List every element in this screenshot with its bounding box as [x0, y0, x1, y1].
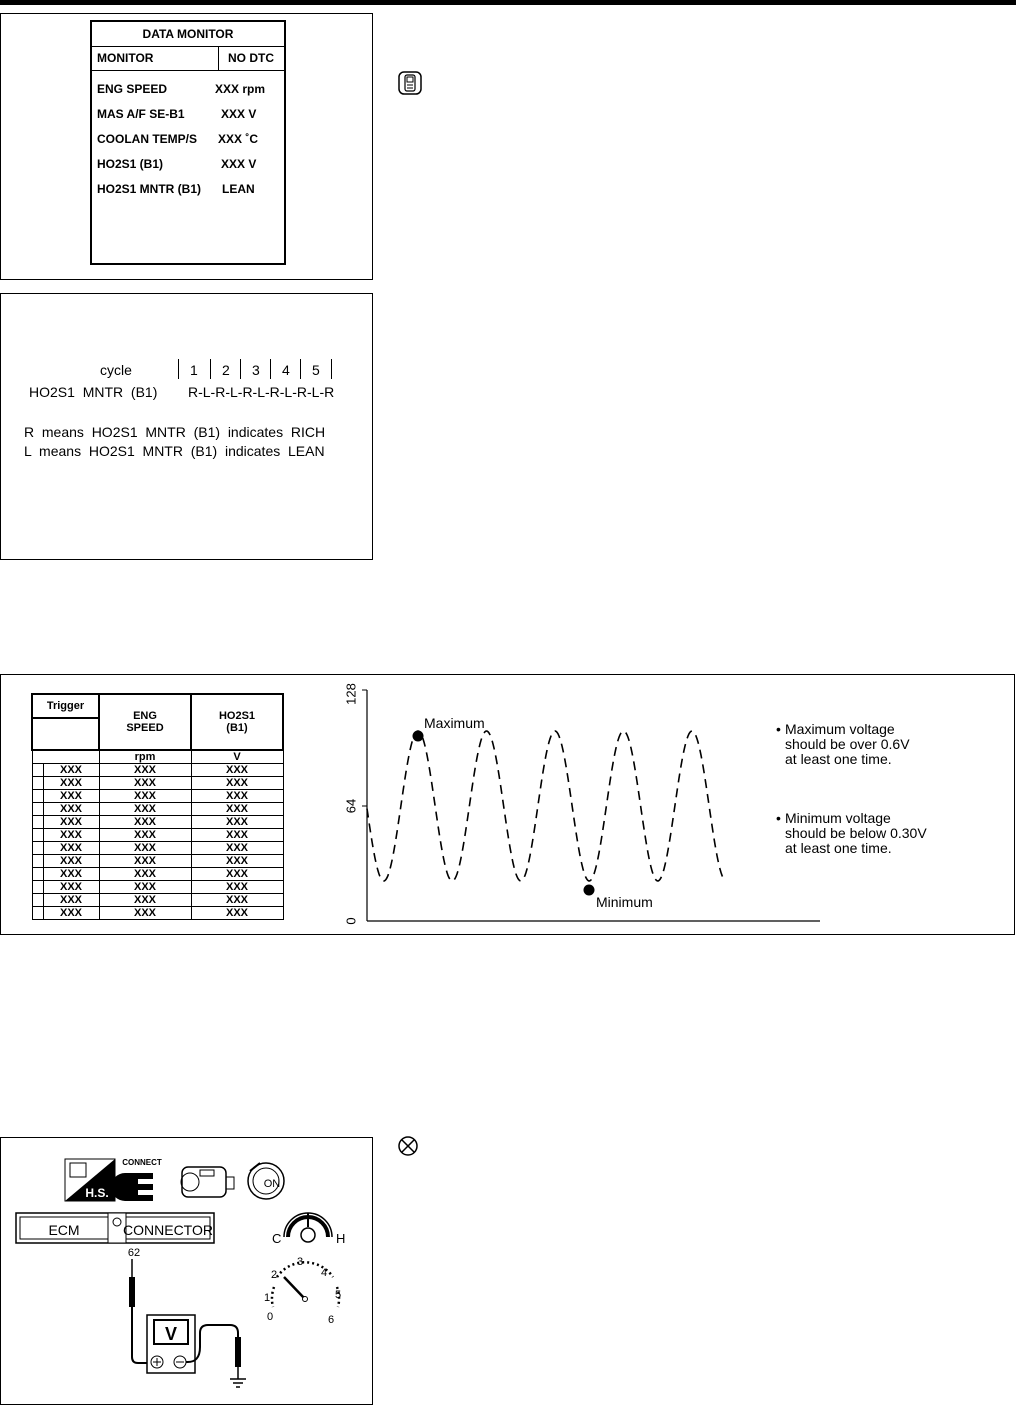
- monitor-header: MONITOR: [97, 51, 154, 65]
- trigger-cell: XXX: [43, 816, 99, 829]
- eng-speed-cell: XXX: [99, 855, 191, 868]
- monitor-row: [97, 132, 282, 148]
- eng-speed-cell: XXX: [99, 764, 191, 777]
- data-monitor-header: [92, 46, 284, 71]
- ecm-label: ECM: [48, 1222, 80, 1238]
- note-line: Maximum voltage: [785, 721, 895, 737]
- trigger-cell: XXX: [43, 881, 99, 894]
- tach-needle: [284, 1277, 305, 1299]
- terminal-number: 62: [127, 1247, 141, 1259]
- row-name: HO2S1 MNTR (B1): [97, 182, 202, 196]
- ho2s1-cell: XXX: [191, 907, 283, 920]
- trigger-cell: XXX: [43, 907, 99, 920]
- ignition-on-icon: [248, 1163, 284, 1199]
- table-row: [32, 777, 283, 790]
- table-row: [32, 894, 283, 907]
- ignition-off-icon: [397, 1135, 419, 1157]
- note-line: should be below 0.30V: [785, 825, 927, 841]
- lean-description: L means HO2S1 MNTR (B1) indicates LEAN: [24, 443, 325, 459]
- unit-blank: [32, 750, 99, 764]
- row-value: XXX rpm: [215, 82, 266, 96]
- row-marker: [32, 881, 43, 894]
- temp-cold-label: C: [272, 1231, 282, 1246]
- row-marker: [32, 907, 43, 920]
- y-tick-label: 128: [343, 683, 359, 705]
- ecm-wiring-diagram: [0, 1137, 373, 1405]
- minimum-label: Minimum: [596, 894, 653, 910]
- voltmeter-label: V: [164, 1324, 178, 1344]
- table-row: [32, 816, 283, 829]
- table-row: [32, 790, 283, 803]
- tach-tick-label: 5: [334, 1289, 342, 1301]
- trigger-cell: XXX: [43, 829, 99, 842]
- eng-speed-header: ENG SPEED: [99, 694, 191, 750]
- row-marker: [32, 855, 43, 868]
- y-tick-label: 0: [343, 917, 359, 925]
- trigger-cell: XXX: [43, 868, 99, 881]
- eng-speed-cell: XXX: [99, 894, 191, 907]
- cycle-number: 1: [190, 362, 198, 378]
- note-line: at least one time.: [785, 840, 892, 856]
- eng-speed-cell: XXX: [99, 777, 191, 790]
- table-row: [32, 881, 283, 894]
- tach-tick-label: 4: [320, 1267, 328, 1279]
- monitor-row: [97, 107, 282, 123]
- max-voltage-note: [776, 721, 910, 767]
- ho2s1-cell: XXX: [191, 790, 283, 803]
- maximum-point: [413, 731, 424, 742]
- unit-volt: V: [191, 750, 283, 764]
- ho2s1-cell: XXX: [191, 881, 283, 894]
- table-row: [32, 803, 283, 816]
- unit-rpm: rpm: [99, 750, 191, 764]
- row-value: XXX V: [221, 157, 257, 171]
- cycle-number: 5: [312, 362, 320, 378]
- row-value: XXX ˚C: [218, 132, 259, 146]
- row-marker: [32, 868, 43, 881]
- tach-tick-label: 2: [270, 1269, 278, 1281]
- row-marker: [32, 777, 43, 790]
- row-marker: [32, 894, 43, 907]
- eng-speed-cell: XXX: [99, 829, 191, 842]
- note-line: Minimum voltage: [785, 810, 891, 826]
- sequence-label: HO2S1 MNTR (B1): [29, 384, 158, 400]
- cycle-numbers: [178, 359, 338, 381]
- maximum-label: Maximum: [424, 715, 485, 731]
- row-marker: [32, 764, 43, 777]
- table-row: [32, 855, 283, 868]
- row-marker: [32, 829, 43, 842]
- note-line: should be over 0.6V: [785, 736, 910, 752]
- table-row: [32, 907, 283, 920]
- eng-speed-cell: XXX: [99, 868, 191, 881]
- ho2s1-cell: XXX: [191, 764, 283, 777]
- negative-probe: [235, 1337, 241, 1367]
- ho2s1-cell: XXX: [191, 868, 283, 881]
- cycle-number: 2: [222, 362, 230, 378]
- trigger-header: Trigger: [32, 694, 99, 718]
- row-name: MAS A/F SE-B1: [97, 107, 185, 121]
- voltage-series-line: [367, 731, 725, 881]
- trigger-blank: [32, 718, 99, 750]
- ho2s1-cell: XXX: [191, 855, 283, 868]
- monitor-row: [97, 82, 282, 98]
- row-name: ENG SPEED: [97, 82, 168, 96]
- header-divider: [218, 46, 219, 70]
- rich-description: R means HO2S1 MNTR (B1) indicates RICH: [24, 424, 326, 440]
- temp-hot-label: H: [336, 1231, 346, 1246]
- hs-label: H.S.: [85, 1186, 109, 1200]
- cycle-label: cycle: [100, 362, 132, 378]
- positive-probe: [129, 1277, 135, 1307]
- row-value: XXX V: [221, 107, 257, 121]
- eng-speed-cell: XXX: [99, 842, 191, 855]
- disconnect-connector-icon: [111, 1158, 162, 1201]
- ho2s1-cell: XXX: [191, 829, 283, 842]
- ho2s1-cell: XXX: [191, 777, 283, 790]
- eng-speed-cell: XXX: [99, 881, 191, 894]
- y-tick-label: 64: [343, 798, 359, 814]
- row-marker: [32, 816, 43, 829]
- monitor-row: [97, 157, 282, 173]
- tach-tick-label: 0: [266, 1311, 274, 1323]
- cycle-number: 4: [282, 362, 290, 378]
- sequence-value: R-L-R-L-R-L-R-L-R-L-R: [188, 384, 335, 400]
- tach-tick-label: 1: [263, 1292, 271, 1304]
- consult-tool-icon: [397, 70, 423, 96]
- row-name: COOLAN TEMP/S: [97, 132, 198, 146]
- tach-tick-label: 3: [296, 1256, 304, 1268]
- note-line: at least one time.: [785, 751, 892, 767]
- eng-speed-cell: XXX: [99, 816, 191, 829]
- voltage-waveform-chart: [330, 680, 830, 930]
- trigger-cell: XXX: [43, 855, 99, 868]
- table-row: [32, 868, 283, 881]
- data-monitor-screen: [90, 20, 286, 265]
- eng-speed-cell: XXX: [99, 803, 191, 816]
- engine-icon: [181, 1167, 234, 1197]
- ho2s1-cell: XXX: [191, 803, 283, 816]
- minimum-point: [584, 885, 595, 896]
- on-label: ON: [263, 1178, 281, 1190]
- ho2s1-header: HO2S1 (B1): [191, 694, 283, 750]
- data-monitor-title: DATA MONITOR: [92, 22, 284, 47]
- trigger-cell: XXX: [43, 790, 99, 803]
- trigger-cell: XXX: [43, 803, 99, 816]
- table-row: [32, 829, 283, 842]
- connector-label: CONNECTOR: [123, 1222, 213, 1238]
- row-marker: [32, 842, 43, 855]
- row-marker: [32, 790, 43, 803]
- row-marker: [32, 803, 43, 816]
- bullet: •: [776, 721, 781, 737]
- ho2s1-cell: XXX: [191, 842, 283, 855]
- harness-connector-icon: [65, 1159, 115, 1201]
- row-value: LEAN: [222, 182, 255, 196]
- min-voltage-note: [776, 810, 927, 856]
- top-rule: [0, 0, 1016, 5]
- tach-tick-label: 6: [327, 1314, 335, 1326]
- cycle-number: 3: [252, 362, 260, 378]
- table-row: [32, 842, 283, 855]
- trigger-cell: XXX: [43, 764, 99, 777]
- ho2s1-cell: XXX: [191, 816, 283, 829]
- ho2s1-cell: XXX: [191, 894, 283, 907]
- eng-speed-cell: XXX: [99, 790, 191, 803]
- monitor-row: [97, 182, 282, 198]
- bullet: •: [776, 810, 781, 826]
- ground-icon: [230, 1379, 246, 1387]
- trigger-cell: XXX: [43, 842, 99, 855]
- coolant-temperature-gauge: [272, 1213, 345, 1246]
- eng-speed-cell: XXX: [99, 907, 191, 920]
- tachometer-gauge: [264, 1256, 341, 1326]
- dtc-status: NO DTC: [228, 51, 274, 65]
- row-name: HO2S1 (B1): [97, 157, 164, 171]
- trigger-cell: XXX: [43, 777, 99, 790]
- trigger-table: [31, 693, 284, 920]
- table-row: [32, 764, 283, 777]
- connect-label: CONNECT: [122, 1158, 162, 1167]
- trigger-cell: XXX: [43, 894, 99, 907]
